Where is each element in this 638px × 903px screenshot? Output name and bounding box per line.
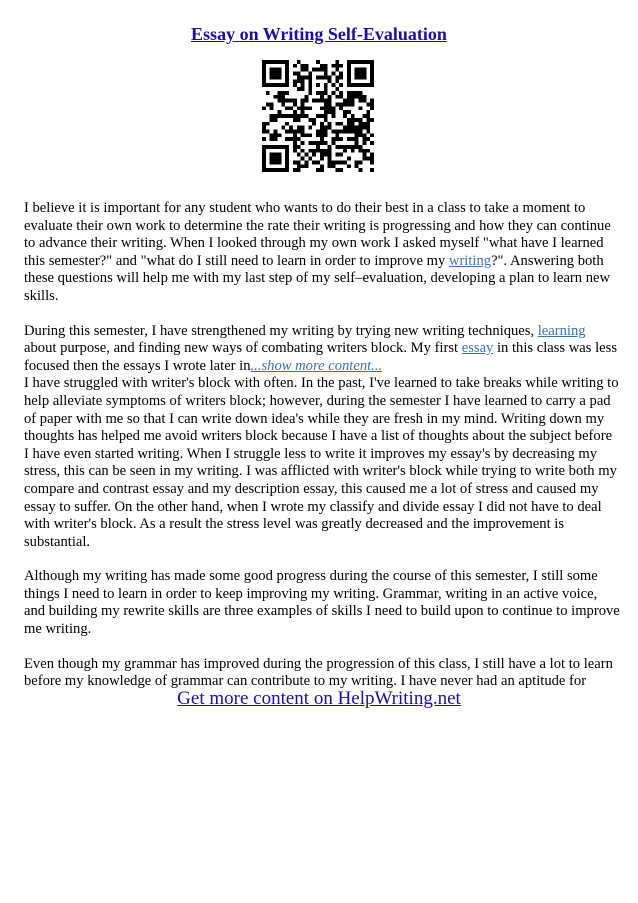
paragraph-2: During this semester, I have strengthened my writing by trying new writing techniques, learning about purpose, and finding new ways of combating writers block. My first essay in this class was less focused then the essays I wrote later in...show more content...: [24, 322, 617, 374]
show-more-link[interactable]: ...show more content...: [250, 357, 383, 374]
essay-body: [24, 200, 620, 708]
writing-link[interactable]: writing: [448, 252, 492, 269]
paragraph-5: Even though my grammar has improved during the progression of this class, I still have a lot to learn before my knowledge of grammar can contribute to my writing. I have never had an aptitude for: [24, 655, 613, 690]
paragraph-4: Although my writing has made some good progress during the course of this semester, I still some things I need to learn in order to keep improving my writing. Grammar, writing in an active voice, and building my rewrite skills are three examples of skills I need to build upon to continue to improve me writing.: [24, 568, 620, 638]
footer-helpwriting-link[interactable]: Get more content on HelpWriting.net: [177, 688, 461, 709]
essay-link[interactable]: essay: [461, 340, 494, 357]
paragraph-1: I believe it is important for any student who wants to do their best in a class to take a moment to evaluate their own work to determine the rate their writing is progressing and how they can continue to advance their writing. When I looked through my own work I asked myself "what have I learned this semester?" and "what do I still need to learn in order to improve my writing?". Answering both these questions will help me with my last step of my self–evaluation, developing a plan to learn new skills.: [24, 200, 611, 304]
page-title-link[interactable]: Essay on Writing Self-Evaluation: [191, 24, 447, 44]
learning-link[interactable]: learning: [537, 322, 586, 339]
qr-code-icon: [262, 60, 374, 172]
paragraph-3: I have struggled with writer's block with often. In the past, I've learned to take breaks while writing to help alleviate symptoms of writers block; however, during the semester I have learned to carry a pad of paper with me so that I can write down idea's while they are fresh in my mind. Writing down my thoughts has helped me avoid writers block because I have a list of thoughts about the subject before I have even started writing. When I struggle less to write it improves my essay's by decreasing my stress, this can be seen in my writing. I was afflicted with writer's block while trying to write both my compare and contrast essay and my description essay, this caused me a lot of stress and caused my essay to suffer. On the other hand, when I wrote my classify and divide essay I did not have to deal with writer's block. As a result the stress level was greatly decreased and the improvement is substantial.: [24, 375, 619, 550]
